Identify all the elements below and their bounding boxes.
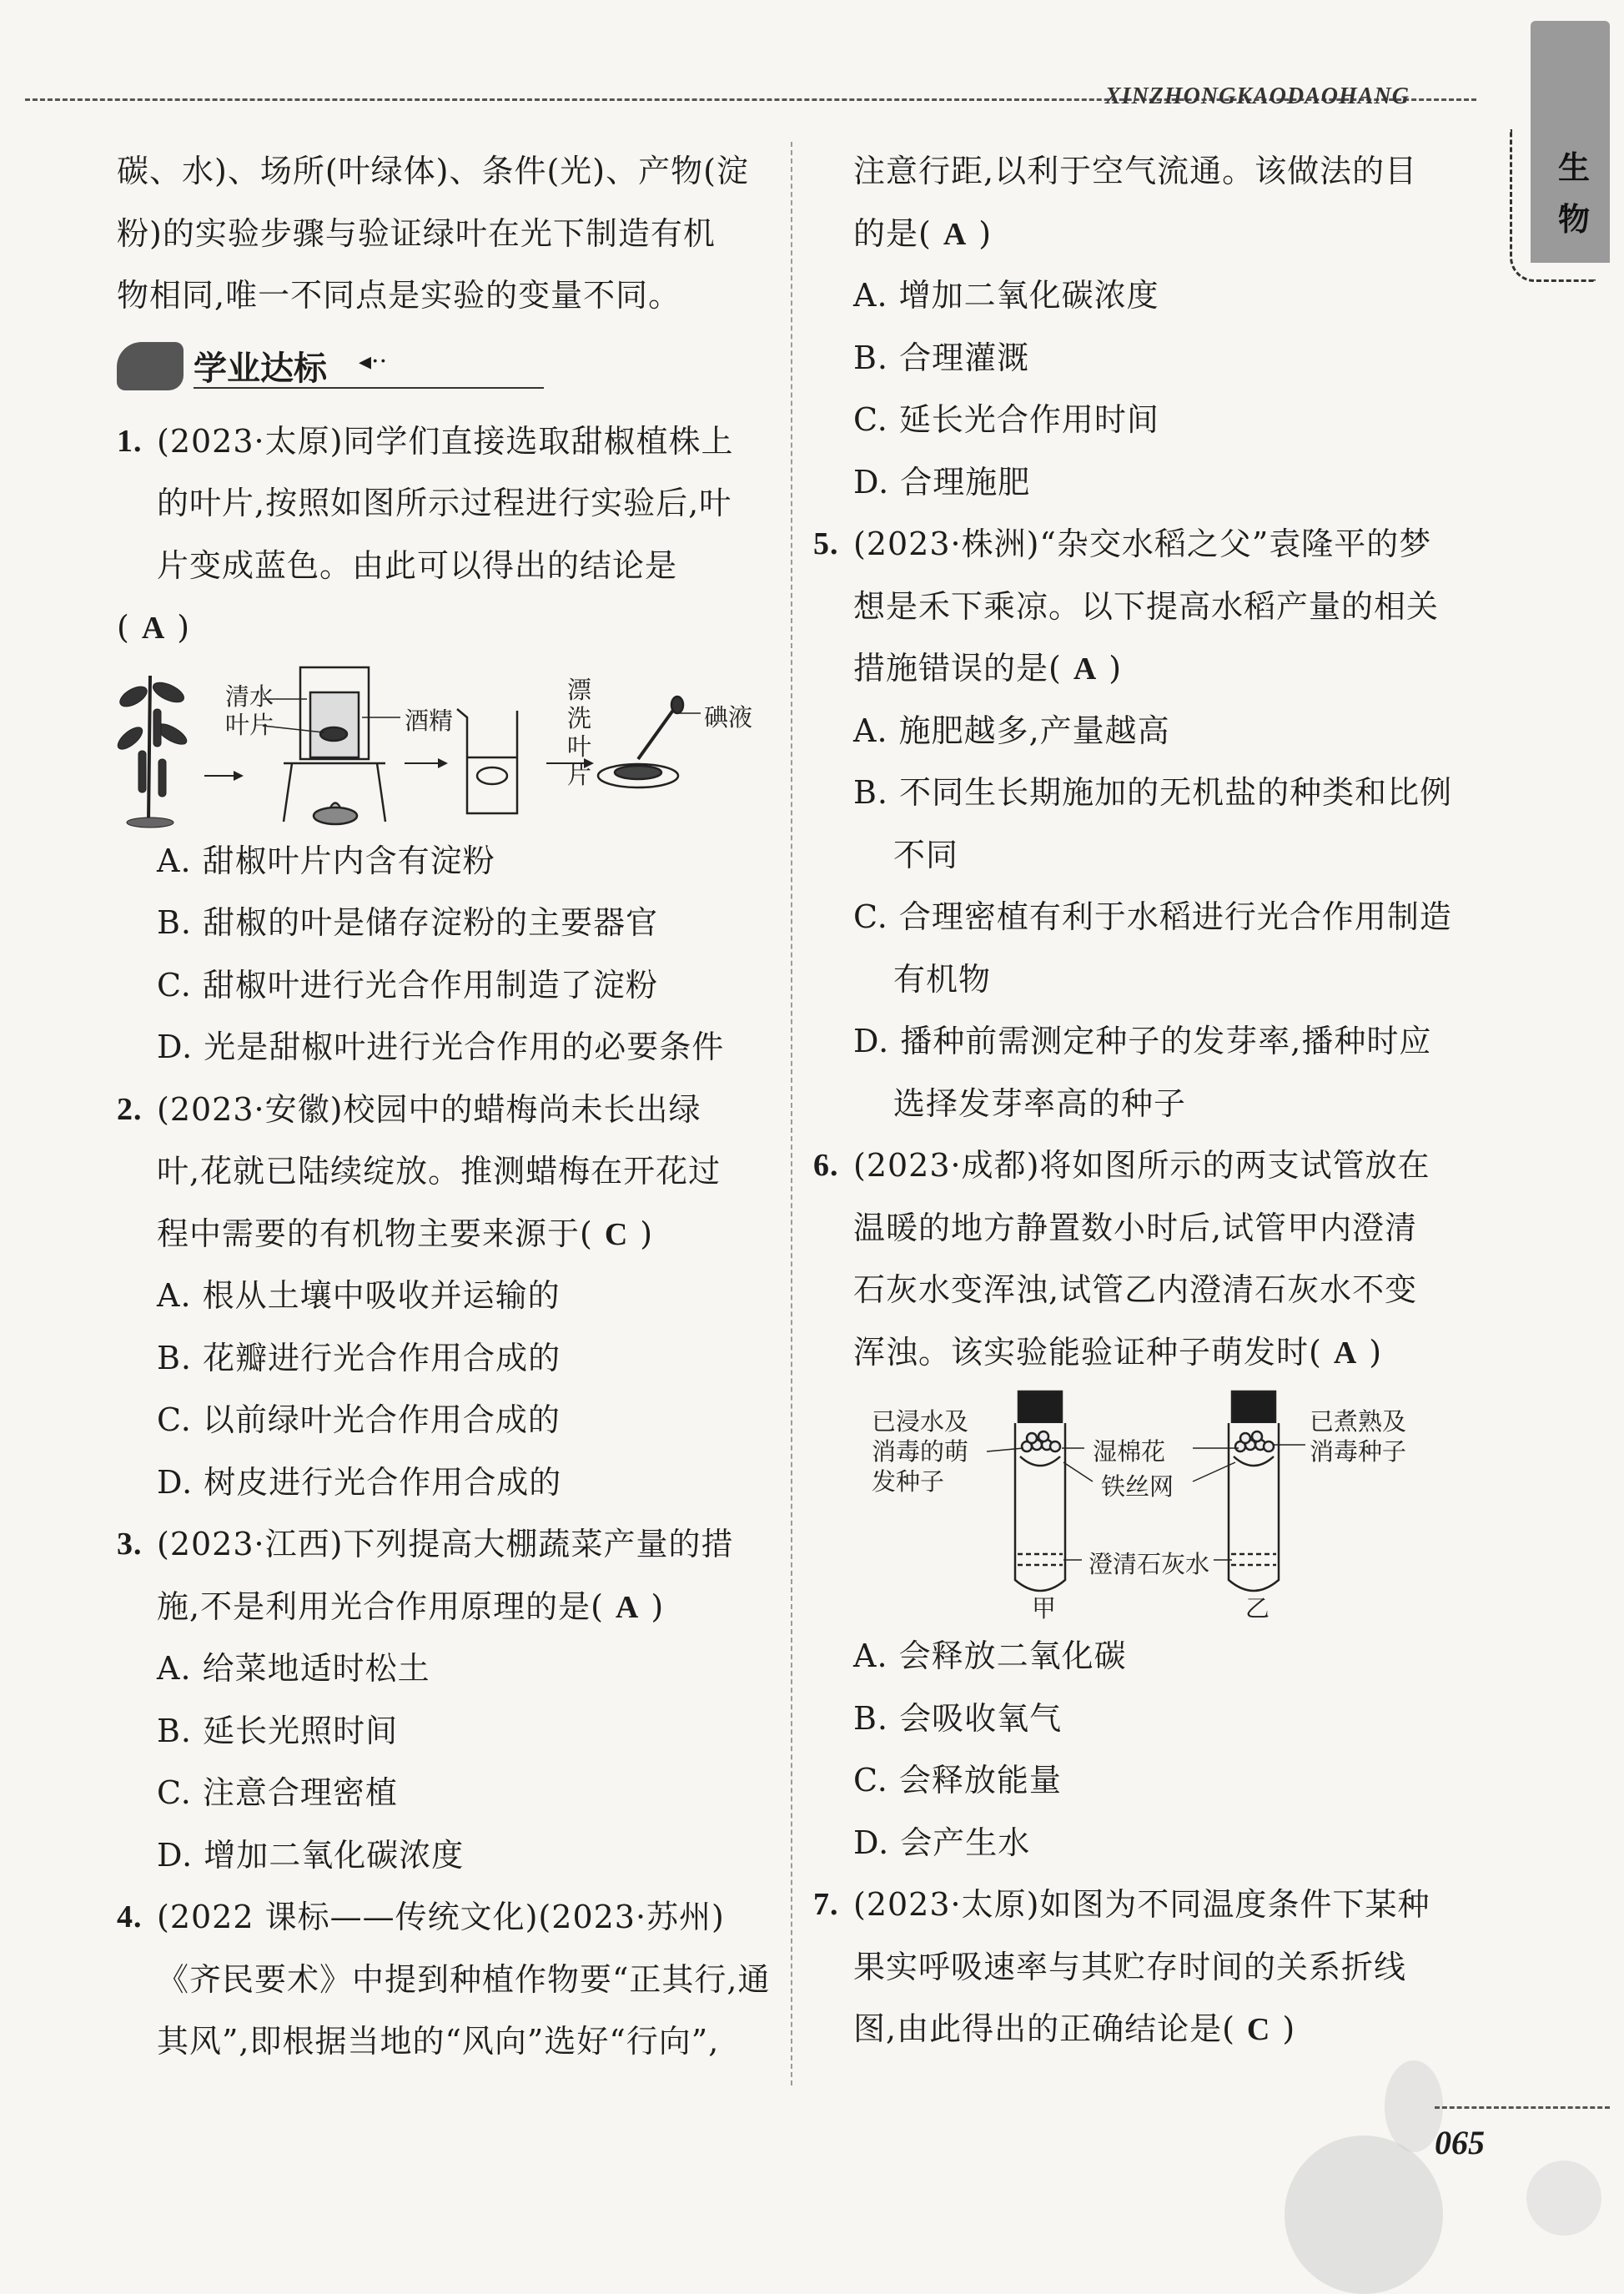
- question-text: (2023·太原)如图为不同温度条件下某种: [853, 1886, 1430, 1923]
- column-divider: [791, 142, 792, 2085]
- question-number: 5.: [813, 526, 839, 561]
- question-number: 1.: [117, 423, 143, 459]
- option: D. 光是甜椒叶进行光合作用的必要条件: [157, 1029, 725, 1065]
- section-title: 学业达标: [194, 349, 327, 388]
- question-text: (2023·安徽)校园中的蜡梅尚未长出绿: [157, 1090, 701, 1128]
- label-tube-b: 乙: [1245, 1594, 1270, 1622]
- question-4: [117, 1886, 776, 2073]
- right-column: 注意行距,以利于空气流通。该做法的目 的是( A ) A. 增加二氧化碳浓度 B. 合理灌溉 C. 延长光合作用时间 D. 合理施肥 5. (2023·株洲)“杂交水稻之父”袁隆平的梦 想是禾下乘凉。以下提高水稻产量的相关 措施错误的是( A ) A. 施肥越多,产量越高 B. 不同生长期施加的无机盐的种类和比例 不同 C. 合理密植有利于水稻进行光合作用制造 有机物 D. 播种前需测定种子的发芽率,播种时应 选择发芽率高的种子 6. (2023·成都)将如图所示的两支试管放在 温暖的地方静置数小时后,试管甲内澄清 石灰水变浑浊,试管乙内澄清石灰水不变 浑浊。该实验能验证种子萌发时( A ) 已浸水及 消毒的萌 发种子 湿棉花 铁丝网 已煮熟及 消毒种子 澄清石灰水 甲 乙 A. 会释放二氧化碳 B. 会吸收氧气 C. 会释放能量 D. 会产生水 7. (2023·太原)如图为不同温度条件下某种 果实呼吸速率与其贮存时间的关系折线 图,由此得出的正确结论是( C ): [813, 140, 1481, 2060]
- question-text: 其风”,即根据当地的“风向”选好“行向”,: [157, 2023, 720, 2060]
- option: B. 会吸收氧气: [853, 1699, 1063, 1737]
- question-text: 措施错误的是(: [853, 650, 1062, 687]
- question-text: 的是(: [853, 214, 932, 252]
- option: C. 注意合理密植: [157, 1774, 398, 1811]
- q6-figure: [813, 1383, 1481, 1625]
- option: B. 花瓣进行光合作用合成的: [157, 1339, 561, 1376]
- label-boiled-seeds: 已煮熟及 消毒种子: [1310, 1407, 1407, 1466]
- option: B. 不同生长期施加的无机盐的种类和比例: [853, 774, 1453, 811]
- label-germinating-seeds: 已浸水及 消毒的萌 发种子: [872, 1407, 969, 1496]
- answer: A: [1333, 1335, 1358, 1371]
- option: C. 会释放能量: [853, 1762, 1062, 1798]
- option: A. 施肥越多,产量越高: [853, 712, 1170, 749]
- answer: A: [1073, 651, 1098, 687]
- question-text: (2023·株洲)“杂交水稻之父”袁隆平的梦: [853, 526, 1432, 562]
- answer: C: [1246, 2012, 1271, 2047]
- question-number: 6.: [813, 1148, 839, 1183]
- option-continued: 选择发芽率高的种子: [893, 1084, 1187, 1122]
- question-text: (2023·太原)同学们直接选取甜椒植株上: [157, 422, 734, 460]
- option: D. 播种前需测定种子的发芽率,播种时应: [853, 1023, 1432, 1059]
- decorative-splash: [1526, 2161, 1601, 2236]
- question-6: 6. (2023·成都)将如图所示的两支试管放在 温暖的地方静置数小时后,试管甲内澄清 石灰水变浑浊,试管乙内澄清石灰水不变 浑浊。该实验能验证种子萌发时( A ): [813, 1134, 1481, 1383]
- label-water-leaf: 清水 叶片: [225, 682, 274, 739]
- option: A. 会释放二氧化碳: [853, 1637, 1127, 1674]
- option-continued: 有机物: [893, 960, 992, 998]
- question-text: 《齐民要术》中提到种植作物要“正其行,通: [157, 1960, 771, 1998]
- experiment-diagram: [117, 659, 776, 830]
- question-number: 2.: [117, 1091, 143, 1127]
- left-column: [117, 140, 776, 2073]
- option: C. 合理密植有利于水稻进行光合作用制造: [853, 898, 1452, 935]
- option: C. 延长光合作用时间: [853, 401, 1159, 438]
- option: B. 甜椒的叶是储存淀粉的主要器官: [157, 904, 659, 941]
- answer: A: [615, 1589, 640, 1625]
- label-limewater: 澄清石灰水: [1089, 1550, 1210, 1578]
- pepper-plant-icon: [117, 676, 189, 828]
- option: A. 给菜地适时松土: [157, 1650, 430, 1687]
- option: B. 延长光照时间: [157, 1712, 399, 1749]
- question-text: 浑浊。该实验能验证种子萌发时(: [853, 1333, 1322, 1371]
- option: A. 根从土壤中吸收并运输的: [157, 1277, 561, 1314]
- petri-dish-icon: [598, 697, 701, 787]
- footer-dash-line: [1435, 2106, 1610, 2109]
- question-5: 5. (2023·株洲)“杂交水稻之父”袁隆平的梦 想是禾下乘凉。以下提高水稻产量的相关 措施错误的是( A ): [813, 513, 1481, 700]
- question-text: 程中需要的有机物主要来源于(: [157, 1215, 593, 1252]
- section-icon: [117, 342, 184, 390]
- question-number: 7.: [813, 1887, 839, 1922]
- question-number: 3.: [117, 1527, 143, 1562]
- intro-line: 粉)的实验步骤与验证绿叶在光下制造有机: [117, 214, 716, 252]
- page-number: 065: [1435, 2124, 1485, 2161]
- question-text: (2023·江西)下列提高大棚蔬菜产量的措: [157, 1526, 734, 1562]
- intro-line: 碳、水)、场所(叶绿体)、条件(光)、产物(淀: [117, 153, 749, 189]
- question-text: 注意行距,以利于空气流通。该做法的目: [853, 153, 1418, 189]
- option: B. 合理灌溉: [853, 339, 1030, 376]
- question-text: (2022 课标——传统文化)(2023·苏州): [157, 1899, 725, 1935]
- question-text: 叶,花就已陆续绽放。推测蜡梅在开花过: [157, 1153, 721, 1190]
- label-iodine: 碘液: [704, 702, 753, 732]
- label-tube-a: 甲: [1032, 1594, 1057, 1622]
- question-text: 温暖的地方静置数小时后,试管甲内澄清: [853, 1209, 1418, 1246]
- option: A. 甜椒叶片内含有淀粉: [157, 842, 495, 879]
- answer: A: [141, 611, 166, 646]
- water-bath-icon: [284, 667, 385, 824]
- question-number: 4.: [117, 1899, 143, 1934]
- q1-figure: [117, 659, 776, 830]
- option-continued: 不同: [893, 836, 959, 873]
- label-wet-cotton: 湿棉花: [1093, 1437, 1166, 1466]
- question-text: 果实呼吸速率与其贮存时间的关系折线: [853, 1948, 1407, 1985]
- intro-line: 物相同,唯一不同点是实验的变量不同。: [117, 277, 681, 314]
- subject-tab-label: 生物: [1557, 149, 1590, 238]
- option: C. 以前绿叶光合作用合成的: [157, 1401, 561, 1438]
- label-rinse: 漂 洗 叶 片: [567, 675, 592, 789]
- option: A. 增加二氧化碳浓度: [853, 277, 1159, 314]
- question-text: 片变成蓝色。由此可以得出的结论是: [157, 546, 678, 584]
- answer: A: [943, 216, 968, 252]
- running-title: XINZHONGKAODAOHANG: [1105, 83, 1410, 109]
- option: C. 甜椒叶进行光合作用制造了淀粉: [157, 966, 658, 1004]
- question-3: 3. (2023·江西)下列提高大棚蔬菜产量的措 施,不是利用光合作用原理的是( A ): [117, 1513, 776, 1637]
- option: D. 会产生水: [853, 1824, 1031, 1861]
- question-text: 想是禾下乘凉。以下提高水稻产量的相关: [853, 587, 1440, 625]
- option: D. 增加二氧化碳浓度: [157, 1836, 465, 1874]
- label-wire-mesh: 铁丝网: [1101, 1472, 1174, 1501]
- question-text: (2023·成都)将如图所示的两支试管放在: [853, 1147, 1430, 1184]
- question-text: 的叶片,按照如图所示过程进行实验后,叶: [157, 485, 732, 521]
- stopper-icon: [1232, 1391, 1275, 1423]
- question-text: 施,不是利用光合作用原理的是(: [157, 1587, 604, 1625]
- question-7: 7. (2023·太原)如图为不同温度条件下某种 果实呼吸速率与其贮存时间的关系折线 图,由此得出的正确结论是( C ): [813, 1874, 1481, 2060]
- question-2: 2. (2023·安徽)校园中的蜡梅尚未长出绿 叶,花就已陆续绽放。推测蜡梅在开花过 程中需要的有机物主要来源于( C ): [117, 1079, 776, 1265]
- label-alcohol: 酒精: [405, 706, 454, 735]
- question-text: 图,由此得出的正确结论是(: [853, 2010, 1235, 2047]
- option: D. 合理施肥: [853, 463, 1031, 501]
- decorative-splash: [1285, 2136, 1443, 2294]
- section-heading: [117, 327, 776, 410]
- beaker-icon: [457, 709, 517, 813]
- option: D. 树皮进行光合作用合成的: [157, 1463, 562, 1501]
- question-1: 1. (2023·太原)同学们直接选取甜椒植株上 的叶片,按照如图所示过程进行实验后,叶 片变成蓝色。由此可以得出的结论是 ( A ): [117, 410, 776, 659]
- answer: C: [604, 1216, 629, 1252]
- stopper-icon: [1018, 1391, 1062, 1423]
- arrow-icon: ◂··: [359, 346, 388, 376]
- question-text: 石灰水变浑浊,试管乙内澄清石灰水不变: [853, 1271, 1418, 1308]
- section-underline: [194, 387, 544, 389]
